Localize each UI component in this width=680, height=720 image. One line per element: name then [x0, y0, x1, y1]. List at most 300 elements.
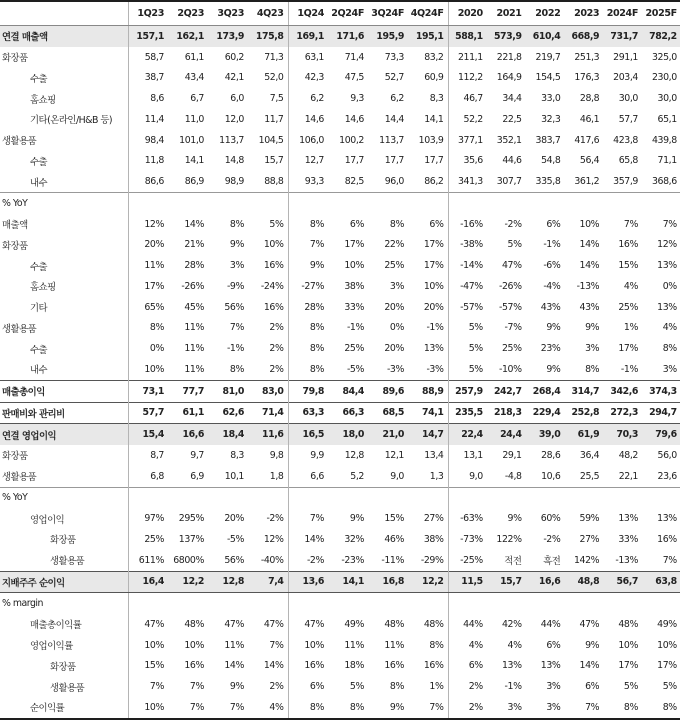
table-cell [526, 193, 565, 214]
table-cell: 13% [540, 660, 561, 672]
table-cell: 56,0 [657, 449, 677, 461]
table-row [0, 402, 680, 424]
table-cell: -24% [248, 276, 288, 297]
table-cell: 211,1 [457, 51, 483, 63]
table-cell: 230,0 [651, 72, 677, 84]
table-cell: 6,2 [390, 93, 404, 105]
table-cell: 294,7 [642, 402, 680, 424]
table-cell [208, 487, 248, 508]
table-cell: 22% [384, 239, 404, 251]
table-cell: 14% [224, 660, 244, 672]
table-cell: 731,7 [603, 26, 642, 47]
table-cell: 1,3 [408, 466, 448, 487]
table-cell: 11% [184, 343, 204, 355]
table-cell: 268,4 [526, 380, 565, 402]
table-cell: 0% [149, 343, 164, 355]
table-cell: 14,7 [408, 424, 448, 445]
table-cell: -1% [543, 239, 561, 251]
table-cell: 14,6 [304, 113, 324, 125]
table-cell: -13% [615, 554, 638, 566]
table-cell: 8% [309, 343, 324, 355]
table-cell: 98,9 [224, 176, 244, 188]
table-cell: 0% [662, 280, 677, 292]
table-cell: 49% [344, 618, 364, 630]
table-cell: 352,1 [496, 134, 522, 146]
table-row [0, 151, 680, 172]
table-cell [128, 487, 168, 508]
table-cell: 23,6 [657, 470, 677, 482]
table-cell: 39,0 [526, 424, 565, 445]
table-cell: 15,7 [248, 151, 288, 172]
table-cell: 3% [585, 343, 600, 355]
table-cell: 8,3 [230, 449, 244, 461]
table-cell: 15% [618, 260, 638, 272]
table-cell: 6,7 [190, 93, 204, 105]
table-cell: 357,9 [613, 176, 638, 188]
table-cell: 10% [579, 218, 600, 230]
table-cell: 782,2 [642, 26, 680, 47]
column-header: 2023 [564, 1, 603, 26]
table-cell [564, 193, 603, 214]
table-row [0, 571, 680, 593]
table-cell: 6,9 [190, 470, 204, 482]
table-cell: 17% [408, 255, 448, 276]
table-cell: -7% [504, 322, 522, 334]
table-cell: 68,5 [368, 402, 408, 424]
table-cell: 16% [248, 297, 288, 318]
table-cell: 16% [248, 255, 288, 276]
table-row [0, 508, 680, 529]
table-cell: 314,7 [564, 380, 603, 402]
table-cell: 12,0 [224, 113, 244, 125]
table-cell: 8% [229, 218, 244, 230]
table-cell: 73,1 [128, 380, 168, 402]
table-cell [564, 487, 603, 508]
table-cell: 16% [618, 239, 638, 251]
table-row [0, 109, 680, 130]
table-cell: 18,0 [328, 424, 368, 445]
table-cell: 341,3 [457, 176, 483, 188]
table-cell: 71,4 [344, 51, 364, 63]
table-cell: 44% [463, 618, 483, 630]
table-cell: 48% [184, 618, 204, 630]
table-cell: 93,3 [304, 176, 324, 188]
column-header: 2021 [487, 1, 526, 26]
table-cell: 5% [662, 681, 677, 693]
table-row [0, 255, 680, 276]
table-cell: 7% [149, 681, 164, 693]
table-cell: 17,7 [408, 151, 448, 172]
table-cell: 9,9 [310, 449, 324, 461]
table-cell: 7% [564, 697, 603, 719]
table-cell: -2% [306, 554, 324, 566]
table-cell: 11% [384, 639, 404, 651]
row-label: 기타(온라인/H&B 등) [0, 109, 128, 130]
table-cell [128, 593, 168, 614]
row-label: 생활용품 [0, 318, 128, 339]
table-cell: 10% [128, 697, 168, 719]
table-cell [487, 193, 526, 214]
table-cell: 7% [208, 697, 248, 719]
table-cell: 27% [579, 533, 600, 545]
table-cell: 229,4 [526, 402, 565, 424]
table-cell: 60,2 [224, 51, 244, 63]
table-cell: 10% [344, 260, 364, 272]
table-cell: 10% [618, 639, 638, 651]
table-cell: 20% [408, 297, 448, 318]
table-cell [208, 593, 248, 614]
table-cell: 65,8 [618, 155, 638, 167]
table-cell: 610,4 [526, 26, 565, 47]
table-cell [168, 193, 208, 214]
table-row [0, 635, 680, 656]
table-cell: 7% [309, 513, 324, 525]
table-cell: 7% [309, 239, 324, 251]
table-cell: 86,2 [408, 171, 448, 192]
table-cell: 46% [384, 533, 404, 545]
table-cell: 57,7 [618, 113, 638, 125]
table-cell: 10,1 [224, 470, 244, 482]
table-cell: 221,8 [496, 51, 522, 63]
table-cell: 242,7 [487, 380, 526, 402]
table-cell: 668,9 [564, 26, 603, 47]
table-cell: 12,7 [304, 155, 324, 167]
table-cell: 83,0 [248, 380, 288, 402]
table-cell: 42% [501, 618, 522, 630]
table-cell: 335,8 [535, 176, 561, 188]
table-row [0, 26, 680, 47]
table-cell: -57% [460, 301, 483, 313]
row-label: 홈쇼핑 [0, 88, 128, 109]
table-row [0, 297, 680, 318]
table-cell: 16% [657, 533, 677, 545]
table-cell [328, 593, 368, 614]
table-cell: 15% [144, 660, 164, 672]
table-cell: 10% [248, 235, 288, 256]
table-cell: 48% [618, 618, 638, 630]
table-cell: 61,9 [564, 424, 603, 445]
table-cell: 71,1 [657, 155, 677, 167]
table-cell: 272,3 [603, 402, 642, 424]
table-cell: 219,7 [535, 51, 561, 63]
table-cell: 34,4 [502, 93, 522, 105]
table-cell: -2% [504, 218, 522, 230]
table-cell: 10% [304, 639, 324, 651]
table-cell: 25% [144, 533, 164, 545]
table-cell: 9% [229, 239, 244, 251]
table-cell: 33,0 [541, 93, 561, 105]
table-cell: 25% [384, 260, 404, 272]
table-cell: 35,6 [463, 155, 483, 167]
table-row [0, 235, 680, 256]
table-cell: 25,5 [579, 470, 600, 482]
column-header: 3Q23 [208, 1, 248, 26]
table-cell: 342,6 [603, 380, 642, 402]
table-cell: 0% [389, 322, 404, 334]
row-label: 매출액 [0, 214, 128, 235]
table-cell [288, 193, 328, 214]
table-cell: 13% [408, 338, 448, 359]
table-cell: 6,2 [310, 93, 324, 105]
column-header: 2022 [526, 1, 565, 26]
table-cell: 38% [408, 529, 448, 550]
table-cell: 257,9 [448, 380, 487, 402]
table-cell: 4% [468, 639, 483, 651]
table-cell: 8% [309, 322, 324, 334]
table-cell: 203,4 [613, 72, 638, 84]
row-label: 수출 [0, 68, 128, 89]
table-cell: 291,1 [613, 51, 638, 63]
table-cell: -47% [460, 280, 483, 292]
table-cell: 8% [328, 697, 368, 719]
table-cell: 4% [248, 697, 288, 719]
table-row [0, 380, 680, 402]
table-cell: 70,3 [603, 424, 642, 445]
table-cell: 17% [144, 280, 164, 292]
table-cell: 8% [642, 697, 680, 719]
table-cell: 5% [507, 239, 522, 251]
table-cell: -38% [460, 239, 483, 251]
row-label: 홈쇼핑 [0, 276, 128, 297]
table-cell: 9,0 [469, 470, 483, 482]
header-corner [0, 1, 128, 26]
table-cell: 5% [468, 363, 483, 375]
table-cell [288, 593, 328, 614]
table-cell: 16,5 [288, 424, 328, 445]
table-cell: 56,7 [603, 571, 642, 593]
table-cell: 3% [662, 363, 677, 375]
table-cell: 52,0 [248, 68, 288, 89]
table-cell: 63,1 [304, 51, 324, 63]
table-cell: 21,0 [368, 424, 408, 445]
table-cell: 1,8 [248, 466, 288, 487]
table-cell: 7% [189, 681, 204, 693]
table-cell: 295% [178, 513, 204, 525]
table-cell: 16% [304, 660, 324, 672]
table-cell: 122% [496, 533, 522, 545]
table-cell: 56,4 [579, 155, 600, 167]
table-cell: 6% [309, 681, 324, 693]
table-cell: 46,1 [579, 113, 600, 125]
table-cell: 42,1 [224, 72, 244, 84]
table-cell: 9,7 [190, 449, 204, 461]
table-cell: -5% [346, 363, 364, 375]
table-cell: 14% [579, 260, 600, 272]
table-cell: 33% [344, 301, 364, 313]
table-row [0, 276, 680, 297]
table-cell: -1% [346, 322, 364, 334]
table-row [0, 550, 680, 571]
table-cell: 21% [184, 239, 204, 251]
table-cell [603, 193, 642, 214]
table-cell: 98,4 [144, 134, 164, 146]
table-cell: 52,7 [384, 72, 404, 84]
table-cell: 142% [573, 554, 600, 566]
table-cell [128, 193, 168, 214]
table-cell: 8% [389, 681, 404, 693]
table-cell: 33% [618, 533, 638, 545]
table-cell: 7% [248, 635, 288, 656]
table-cell: -23% [341, 554, 364, 566]
table-cell: 15,7 [487, 571, 526, 593]
row-label: 생활용품 [0, 466, 128, 487]
table-row [0, 171, 680, 192]
column-header: 1Q24 [288, 1, 328, 26]
table-cell: 25% [501, 343, 522, 355]
table-cell: 2% [248, 676, 288, 697]
row-label: 기타 [0, 297, 128, 318]
row-label: 연결 영업이익 [0, 424, 128, 445]
table-cell: 14,1 [408, 109, 448, 130]
table-cell: 14,8 [224, 155, 244, 167]
table-cell: 6,0 [230, 93, 244, 105]
table-cell: 9% [229, 681, 244, 693]
table-cell [603, 487, 642, 508]
table-cell: 61,1 [168, 402, 208, 424]
row-label: 화장품 [0, 47, 128, 68]
table-cell: 96,0 [384, 176, 404, 188]
table-cell: 20% [224, 513, 244, 525]
table-cell: 11,4 [144, 113, 164, 125]
table-cell [408, 193, 448, 214]
table-row [0, 466, 680, 487]
table-cell: 374,3 [642, 380, 680, 402]
table-cell: 176,3 [574, 72, 600, 84]
table-cell: 12% [657, 239, 677, 251]
table-cell: 2% [248, 318, 288, 339]
table-cell: 154,5 [535, 72, 561, 84]
table-cell: 7% [662, 554, 677, 566]
table-cell: 11,8 [144, 155, 164, 167]
table-cell: 9% [585, 322, 600, 334]
table-cell: 10% [144, 363, 164, 375]
table-cell: 5,2 [350, 470, 364, 482]
table-cell: 13% [657, 260, 677, 272]
table-cell: -40% [248, 550, 288, 571]
table-cell: 3% [487, 697, 526, 719]
table-cell: 9% [368, 697, 408, 719]
table-cell: 74,1 [408, 402, 448, 424]
table-row [0, 445, 680, 466]
table-cell: 12,8 [344, 449, 364, 461]
table-cell: 46,7 [463, 93, 483, 105]
table-cell: 235,5 [448, 402, 487, 424]
table-cell: 47% [248, 614, 288, 635]
table-cell: 48,8 [564, 571, 603, 593]
table-cell [248, 193, 288, 214]
table-cell: 325,0 [651, 51, 677, 63]
table-cell: -14% [460, 260, 483, 272]
table-cell: 12,2 [408, 571, 448, 593]
table-row [0, 359, 680, 380]
table-cell: 164,9 [496, 72, 522, 84]
table-cell: 251,3 [574, 51, 600, 63]
table-cell: 66,3 [328, 402, 368, 424]
table-row [0, 68, 680, 89]
table-cell: 11,6 [248, 424, 288, 445]
table-cell: 7,5 [248, 88, 288, 109]
table-cell: 5% [623, 681, 638, 693]
table-cell: 4% [662, 322, 677, 334]
table-cell: 11,5 [448, 571, 487, 593]
table-cell: -26% [498, 280, 522, 292]
header-row [0, 1, 680, 26]
table-cell: 17,7 [344, 155, 364, 167]
table-cell: 43,4 [184, 72, 204, 84]
table-cell [368, 193, 408, 214]
table-cell: 10% [657, 639, 677, 651]
table-cell: 6% [546, 218, 561, 230]
row-label: 생활용품 [0, 676, 128, 697]
table-cell: 56% [224, 301, 244, 313]
table-cell: 16% [384, 660, 404, 672]
table-row [0, 614, 680, 635]
table-cell: 157,1 [128, 26, 168, 47]
table-cell: 11% [144, 260, 164, 272]
table-cell: 8% [585, 363, 600, 375]
table-cell: 56% [224, 554, 244, 566]
table-cell: 43% [540, 301, 561, 313]
table-cell: 17% [618, 660, 638, 672]
table-cell: 8% [389, 218, 404, 230]
table-cell: 5% [349, 681, 364, 693]
table-cell: -9% [226, 280, 244, 292]
table-cell: 25% [344, 343, 364, 355]
table-cell: 113,7 [379, 134, 404, 146]
table-cell: -1% [504, 681, 522, 693]
table-cell: 9,0 [390, 470, 404, 482]
table-cell: 7,4 [248, 571, 288, 593]
table-cell: 162,1 [168, 26, 208, 47]
table-cell: 11% [184, 322, 204, 334]
table-cell: 82,5 [344, 176, 364, 188]
table-cell: 14% [579, 660, 600, 672]
table-cell: 20% [144, 239, 164, 251]
table-cell [526, 593, 565, 614]
table-cell: 8,6 [150, 93, 164, 105]
table-cell [564, 593, 603, 614]
table-cell: 81,0 [208, 380, 248, 402]
table-row [0, 130, 680, 151]
table-row [0, 656, 680, 677]
table-cell: 2% [248, 359, 288, 380]
table-cell: 48,2 [618, 449, 638, 461]
table-cell: 16,6 [526, 571, 565, 593]
table-cell: -4,8 [504, 470, 522, 482]
table-cell: 9,3 [350, 93, 364, 105]
table-cell: 13,6 [288, 571, 328, 593]
table-cell: 13% [657, 513, 677, 525]
table-cell: -10% [498, 363, 522, 375]
table-cell: 7% [168, 697, 208, 719]
table-cell: 36,4 [579, 449, 600, 461]
table-cell: 7% [623, 218, 638, 230]
table-cell: 5% [468, 322, 483, 334]
table-cell: 10% [408, 276, 448, 297]
table-cell: 12,1 [384, 449, 404, 461]
table-cell: 14,1 [184, 155, 204, 167]
table-cell: 25% [618, 301, 638, 313]
table-cell: 15% [384, 513, 404, 525]
table-cell: 17% [408, 235, 448, 256]
table-cell: -2% [543, 533, 561, 545]
table-cell: 22,1 [618, 470, 638, 482]
table-row [0, 424, 680, 445]
table-cell: 흑전 [543, 556, 561, 568]
table-cell [642, 487, 680, 508]
table-cell [368, 593, 408, 614]
table-cell: 8% [229, 363, 244, 375]
